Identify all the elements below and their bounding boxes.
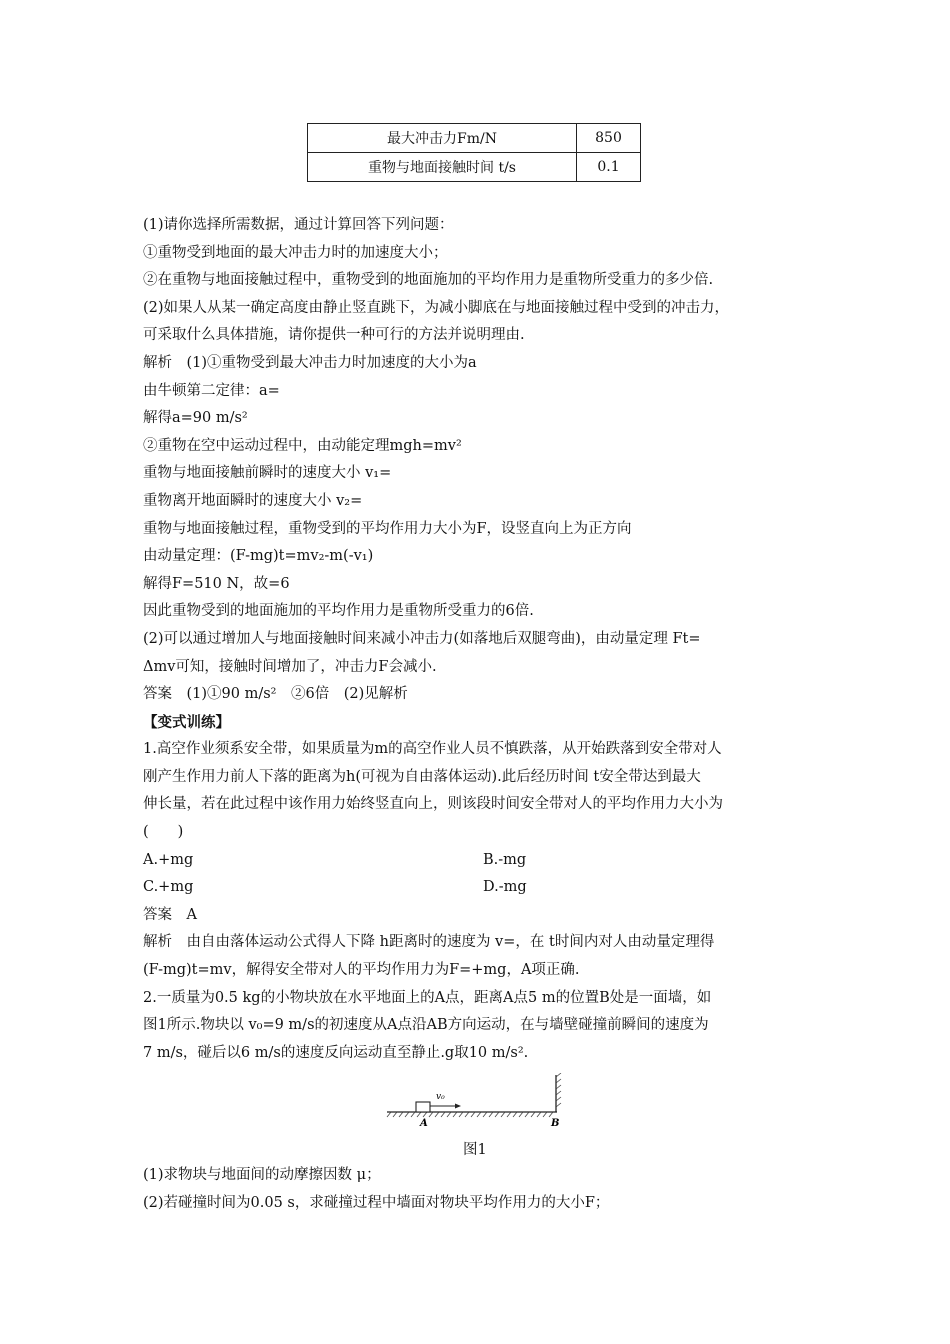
- table-cell-value: 0.1: [577, 153, 641, 182]
- text-line: ②在重物与地面接触过程中，重物受到的地面施加的平均作用力是重物所受重力的多少倍.: [143, 272, 714, 289]
- block: [416, 1102, 430, 1112]
- text-line: 图1所示.物块以 v₀=9 m/s的初速度从A点沿AB方向运动，在与墙壁碰撞前瞬间的速度为: [143, 1017, 709, 1034]
- text-line: 可采取什么具体措施，请你提供一种可行的方法并说明理由.: [143, 327, 525, 344]
- text-line: (2)如果人从某一确定高度由静止竖直跳下，为减小脚底在与地面接触过程中受到的冲击力，: [143, 299, 730, 316]
- text-line: (1)求物块与地面间的动摩擦因数 μ；: [143, 1167, 381, 1183]
- options-row: [143, 874, 843, 902]
- text-line: 解析 (1)①重物受到最大冲击力时加速度的大小为a: [143, 354, 477, 371]
- text-line: (2)若碰撞时间为0.05 s，求碰撞过程中墙面对物块平均作用力的大小F；: [143, 1194, 610, 1211]
- text-line: (F-mg)t=mv，解得安全带对人的平均作用力为F=+mg，A项正确.: [143, 962, 580, 979]
- answer-line: 答案 A: [143, 906, 197, 923]
- text-line: 重物离开地面瞬时的速度大小 v₂=: [143, 492, 363, 509]
- label-b: B: [551, 1118, 560, 1129]
- text-line: ②重物在空中运动过程中，由动能定理mgh=mv²: [143, 437, 462, 454]
- table-cell-label: 重物与地面接触时间 t/s: [308, 153, 577, 182]
- option-a: A.+mg: [143, 851, 194, 868]
- arrow-head: [455, 1104, 461, 1109]
- text-line: 解得F=510 N，故=6: [143, 575, 290, 592]
- options-row: [143, 847, 843, 875]
- label-a: A: [420, 1118, 428, 1129]
- text-line: 解得a=90 m/s²: [143, 410, 248, 427]
- label-v0: v₀: [436, 1092, 445, 1102]
- option-c: C.+mg: [143, 879, 194, 896]
- text-line: 7 m/s，碰后以6 m/s的速度反向运动直至静止.g取10 m/s².: [143, 1044, 529, 1061]
- text-line: 由动量定理：(F-mg)t=mv₂-m(-v₁): [143, 548, 374, 565]
- figure-caption: 图1: [463, 1142, 487, 1158]
- section-heading: 【变式训练】: [143, 713, 230, 731]
- answer-line: 答案 (1)①90 m/s² ②6倍 (2)见解析: [143, 686, 408, 703]
- text-line: ( ): [143, 824, 184, 841]
- text-line: 重物与地面接触前瞬时的速度大小 v₁=: [143, 465, 392, 482]
- text-line: 解析 由自由落体运动公式得人下降 h距离时的速度为 v=，在 t时间内对人由动量定理得: [143, 934, 715, 951]
- text-line: 重物与地面接触过程，重物受到的平均作用力大小为F，设竖直向上为正方向: [143, 520, 632, 537]
- physics-figure: [385, 1073, 575, 1133]
- table-cell-value: 850: [577, 124, 641, 153]
- data-table: [307, 123, 641, 182]
- text-body: [143, 212, 843, 1067]
- text-line: 刚产生作用力前人下落的距离为h(可视为自由落体运动).此后经历时间 t安全带达到最大: [143, 768, 701, 785]
- text-body-2: [143, 1162, 843, 1217]
- text-line: 2.一质量为0.5 kg的小物块放在水平地面上的A点，距离A点5 m的位置B处是一面墙，如: [143, 989, 712, 1006]
- table-row: [308, 124, 641, 153]
- text-line: Δmv可知，接触时间增加了，冲击力F会减小.: [143, 658, 437, 675]
- text-line: 伸长量，若在此过程中该作用力始终竖直向上，则该段时间安全带对人的平均作用力大小为: [143, 796, 723, 813]
- option-d: D.-mg: [483, 879, 527, 896]
- ground-hatch: [387, 1112, 553, 1117]
- table-cell-label: 最大冲击力Fm/N: [308, 124, 577, 153]
- option-b: B.-mg: [483, 851, 527, 868]
- text-line: 因此重物受到的地面施加的平均作用力是重物所受重力的6倍.: [143, 603, 534, 620]
- text-line: (1)请你选择所需数据，通过计算回答下列问题：: [143, 217, 454, 233]
- table-row: [308, 153, 641, 182]
- text-line: ①重物受到地面的最大冲击力时的加速度大小；: [143, 244, 448, 261]
- text-line: 由牛顿第二定律：a=: [143, 382, 280, 399]
- text-line: 1.高空作业须系安全带，如果质量为m的高空作业人员不慎跌落，从开始跌落到安全带对人: [143, 741, 722, 758]
- text-line: (2)可以通过增加人与地面接触时间来减小冲击力(如落地后双腿弯曲)，由动量定理 Ft=: [143, 630, 701, 647]
- wall-hatch: [556, 1073, 561, 1107]
